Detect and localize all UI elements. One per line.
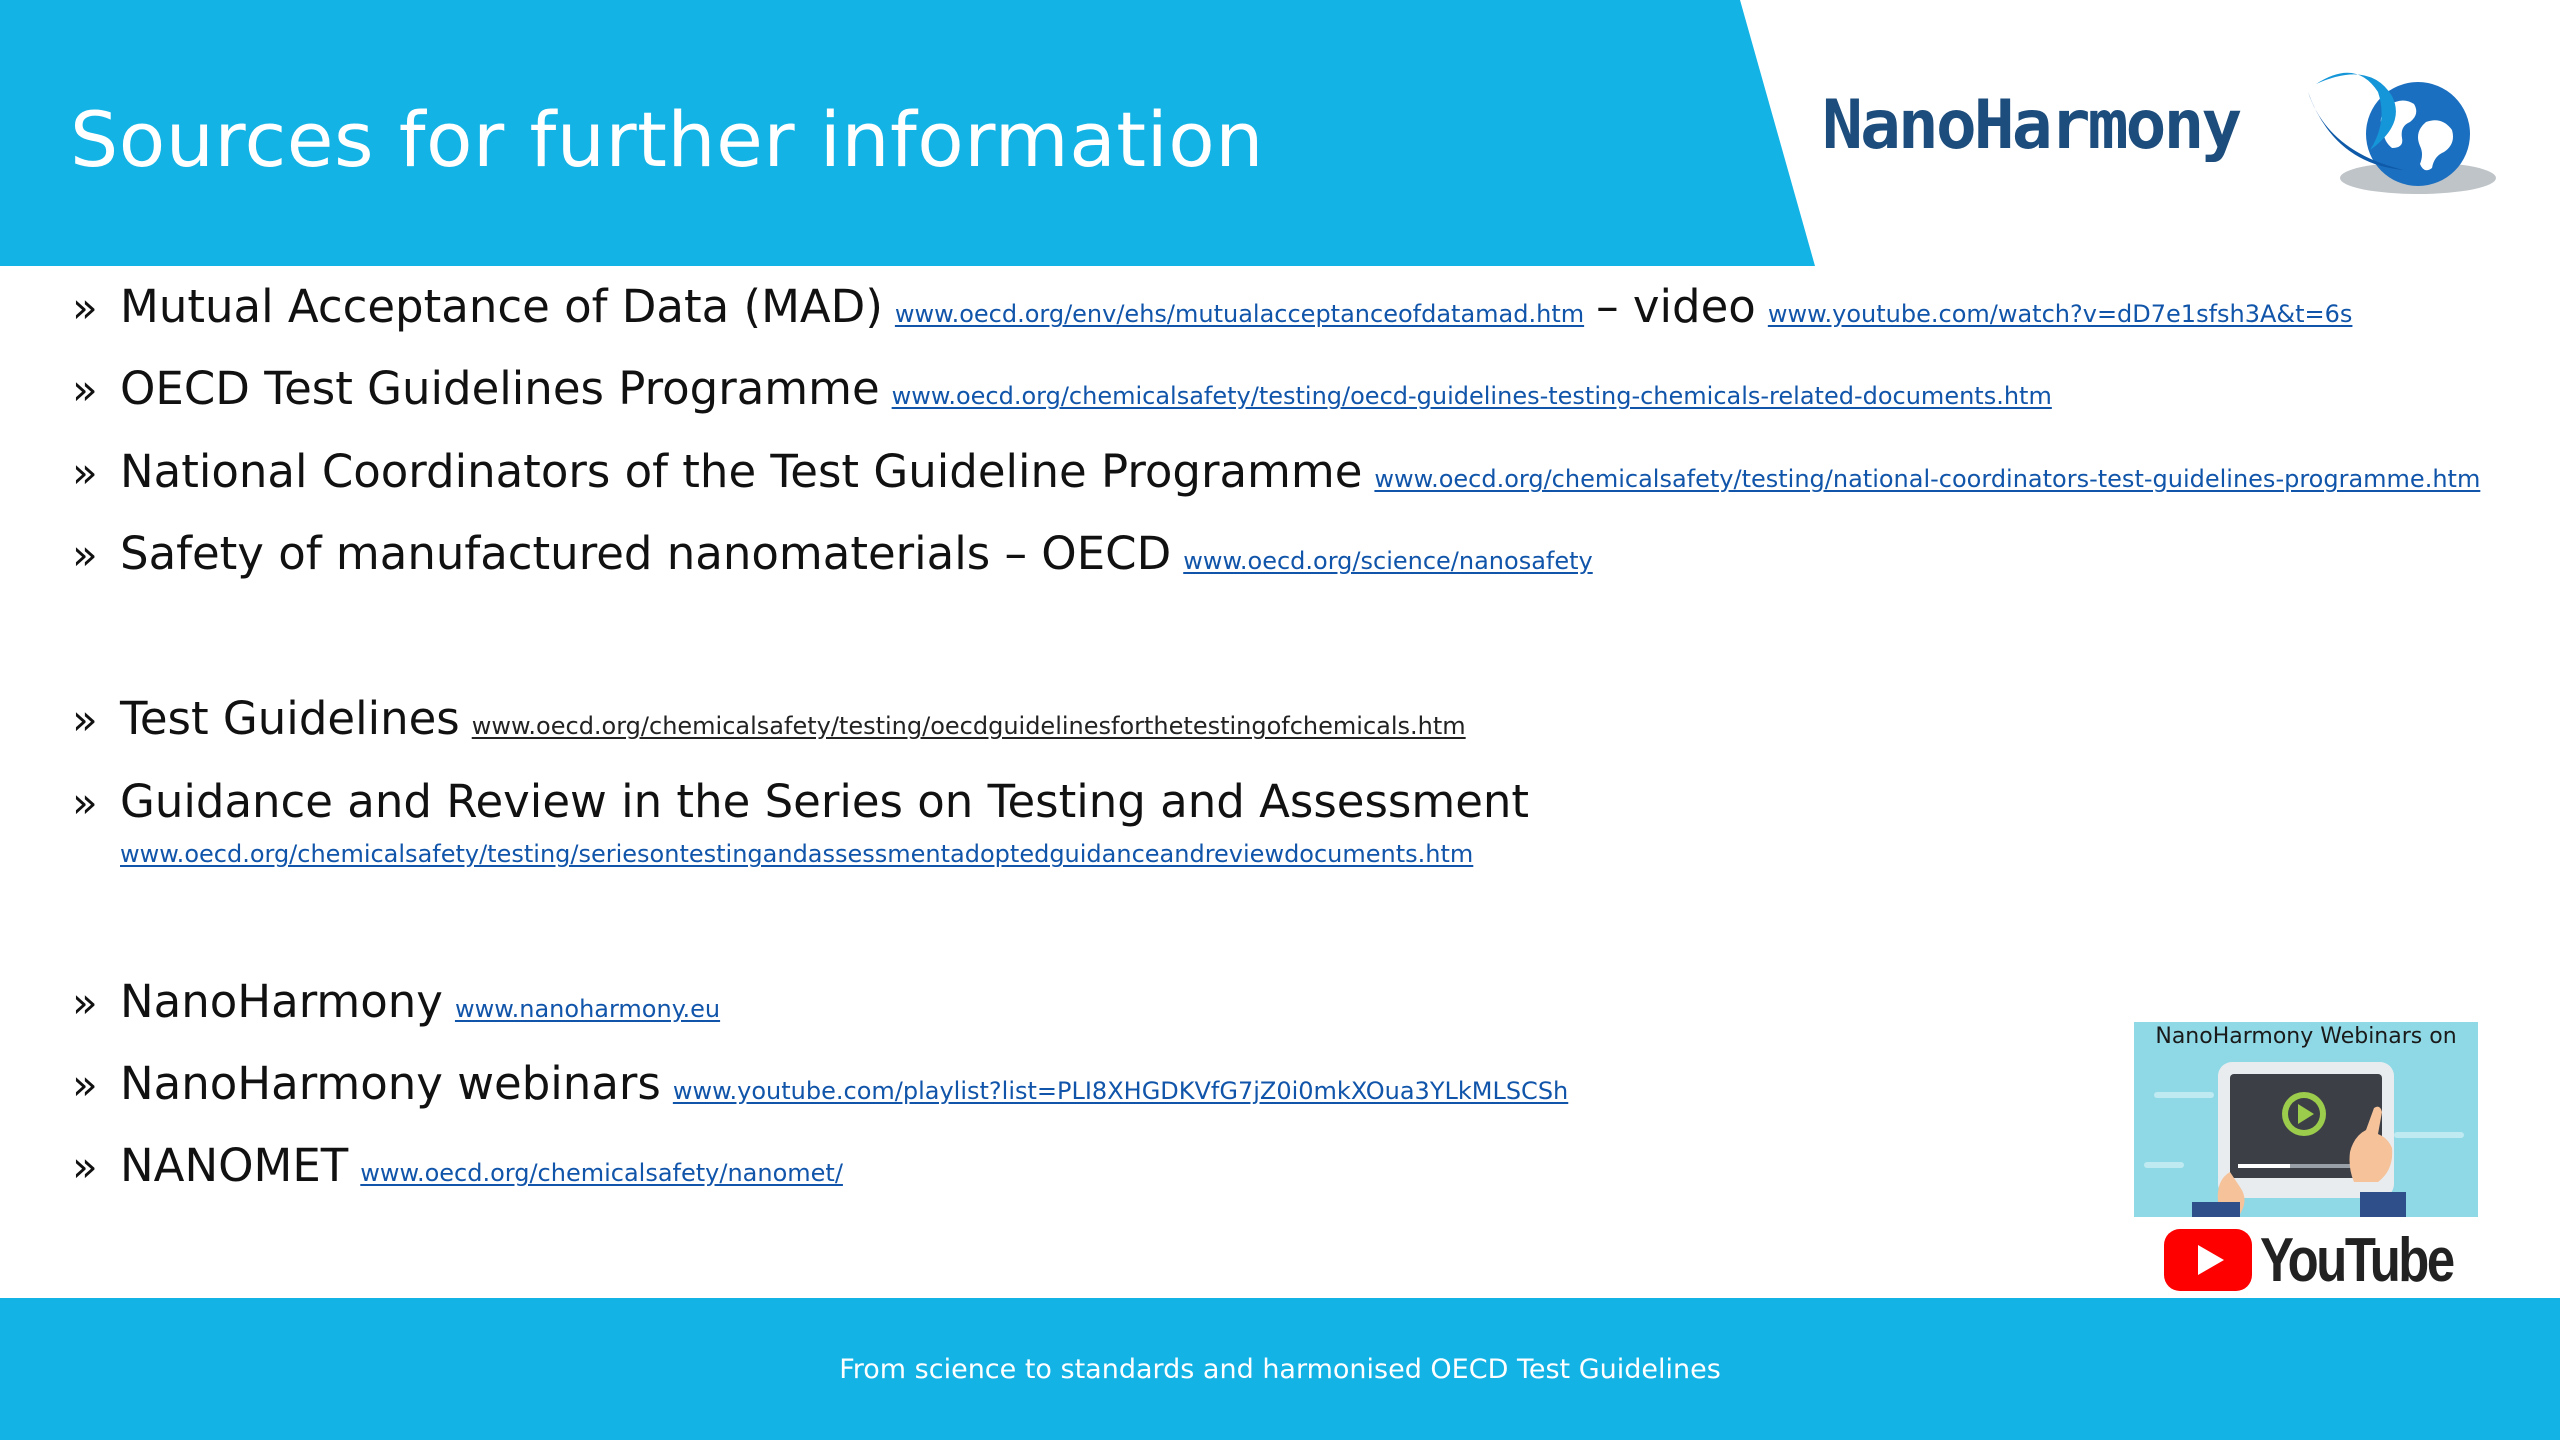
brand-name: NanoHarmony (1822, 86, 2240, 165)
list-item-mad (72, 280, 2352, 350)
item-text: National Coordinators of the Test Guideline Programme (120, 445, 1363, 498)
list-item-webinars (72, 1057, 1568, 1127)
bullet: » (72, 695, 98, 744)
list-item-nanomet (72, 1139, 843, 1209)
bullet: » (72, 448, 98, 497)
youtube-logo (2164, 1227, 2495, 1293)
link-nanoharmony[interactable]: www.nanoharmony.eu (454, 995, 721, 1023)
bullet: » (72, 283, 98, 332)
list-item-nanoharmony (72, 975, 720, 1045)
bullet: » (72, 778, 98, 827)
bullet: » (72, 978, 98, 1027)
webinar-youtube-card[interactable] (2134, 1022, 2478, 1302)
video-label: – video (1596, 280, 1756, 333)
link-nanosafety[interactable]: www.oecd.org/science/nanosafety (1183, 547, 1593, 575)
footer-band (0, 1298, 2560, 1440)
link-guidance-review[interactable]: www.oecd.org/chemicalsafety/testing/seriesontestingandassessmentadoptedguidanceandreviewdocuments.htm (120, 840, 1474, 868)
link-tg-programme[interactable]: www.oecd.org/chemicalsafety/testing/oecd-guidelines-testing-chemicals-related-documents.htm (891, 382, 2052, 410)
bullet: » (72, 365, 98, 414)
item-text: NanoHarmony webinars (120, 1057, 661, 1110)
slide-title: Sources for further information (70, 95, 1264, 184)
globe-orbit-icon (2300, 66, 2500, 206)
play-icon (2282, 1092, 2326, 1136)
list-item-tg-programme (72, 362, 2052, 432)
item-text: NanoHarmony (120, 975, 443, 1028)
link-nanomet[interactable]: www.oecd.org/chemicalsafety/nanomet/ (360, 1159, 843, 1187)
webinar-caption: NanoHarmony Webinars on (2155, 1024, 2457, 1049)
item-text: Mutual Acceptance of Data (MAD) (120, 280, 883, 333)
youtube-play-icon (2164, 1229, 2252, 1291)
item-text: Test Guidelines (120, 692, 460, 745)
link-mad-video[interactable]: www.youtube.com/watch?v=dD7e1sfsh3A&t=6s (1767, 300, 2353, 328)
list-item-nanosafety (72, 527, 1593, 597)
link-test-guidelines[interactable]: www.oecd.org/chemicalsafety/testing/oecdguidelinesforthetestingofchemicals.htm (471, 712, 1466, 740)
bullet: » (72, 530, 98, 579)
item-text: NANOMET (120, 1139, 349, 1192)
item-text: Safety of manufactured nanomaterials – OECD (120, 527, 1172, 580)
list-item-national-coordinators (72, 445, 2480, 515)
bullet: » (72, 1142, 98, 1191)
list-item-test-guidelines (72, 692, 1466, 762)
item-text: Guidance and Review in the Series on Testing and Assessment (120, 775, 1530, 828)
link-mad[interactable]: www.oecd.org/env/ehs/mutualacceptanceofdatamad.htm (894, 300, 1585, 328)
tablet-video-illustration (2134, 1022, 2478, 1217)
youtube-wordmark: YouTube (2260, 1225, 2453, 1295)
webinar-illustration (2134, 1022, 2478, 1217)
list-item-guidance-review (72, 775, 1541, 845)
bullet: » (72, 1060, 98, 1109)
link-national-coordinators[interactable]: www.oecd.org/chemicalsafety/testing/national-coordinators-test-guidelines-programme.htm (1374, 465, 2481, 493)
link-webinars[interactable]: www.youtube.com/playlist?list=PLI8XHGDKVfG7jZ0i0mkXOua3YLkMLSCSh (672, 1077, 1569, 1105)
footer-tagline: From science to standards and harmonised OECD Test Guidelines (839, 1354, 1721, 1385)
item-text: OECD Test Guidelines Programme (120, 362, 880, 415)
